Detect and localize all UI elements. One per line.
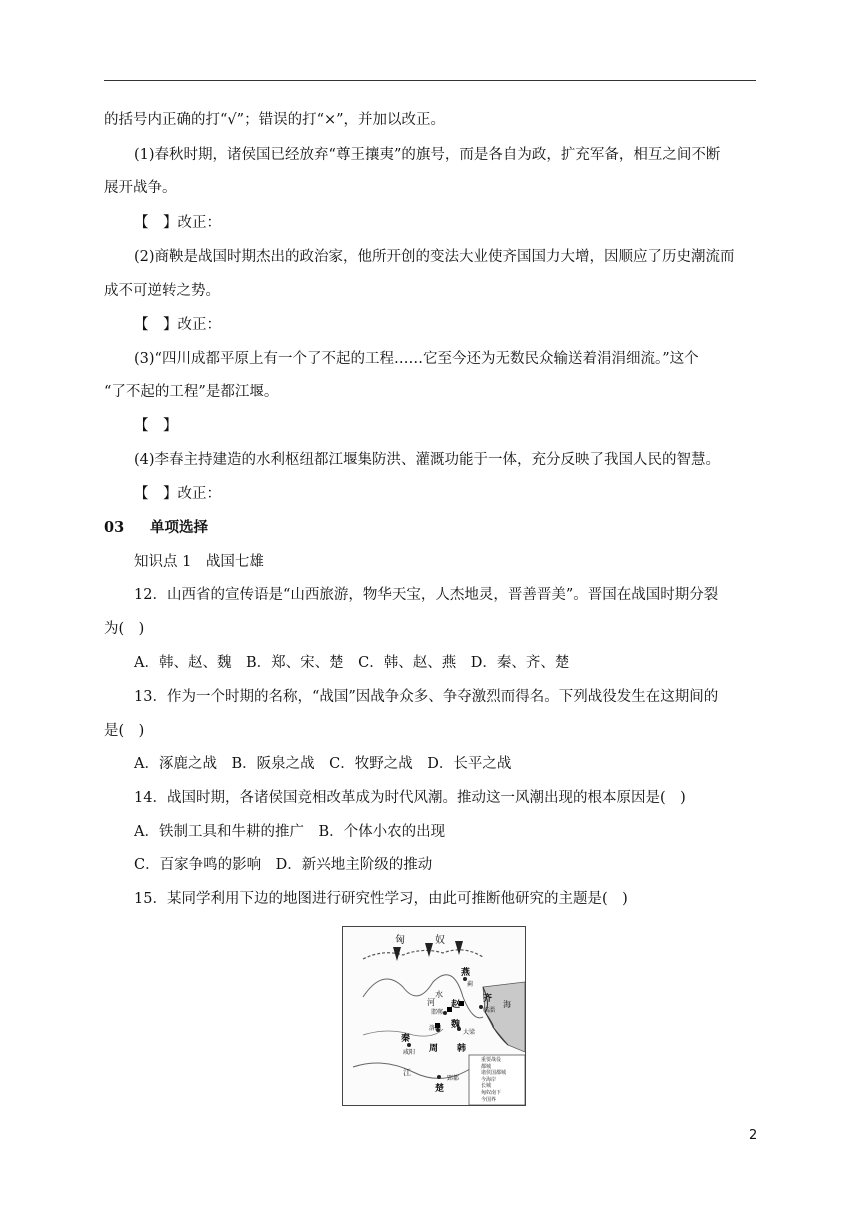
- map-label-luoyang: 洛阳: [429, 1025, 442, 1032]
- item-1-line1: (1)春秋时期，诸侯国已经放弃“尊王攘夷”的旗号，而是各自为政，扩充军备，相互之间不断: [134, 147, 721, 163]
- q12-line1: 12．山西省的宣传语是“山西旅游，物华天宝，人杰地灵，晋善晋美”。晋国在战国时期分裂: [134, 587, 719, 603]
- map-label-zhou: 周: [429, 1044, 439, 1054]
- map-label-linzi: 临淄: [483, 1007, 496, 1014]
- warring-states-map: [342, 926, 526, 1106]
- q14-line1: 14．战国时期，各诸侯国竞相改革成为时代风潮。推动这一风潮出现的根本原因是( ): [134, 790, 686, 806]
- map-label-hai: 海: [503, 1000, 511, 1009]
- item-2-answer: 【 】改正：: [134, 317, 221, 333]
- legend-item: 诸侯国都城: [481, 1070, 507, 1077]
- item-3-line2: “了不起的工程”是都江堰。: [104, 384, 279, 400]
- section-number: 03: [104, 519, 125, 536]
- item-2-line1: (2)商鞅是战国时期杰出的政治家，他所开创的变法大业使齐国国力大增，因顺应了历史潮流而: [134, 249, 735, 265]
- map-label-xianyang: 咸阳: [403, 1049, 416, 1056]
- q14-options-cd: C．百家争鸣的影响 D．新兴地主阶级的推动: [134, 857, 433, 873]
- q13-line1: 13．作为一个时期的名称，“战国”因战争众多、争夺激烈而得名。下列战役发生在这期间的: [134, 689, 719, 705]
- page-number: 2: [749, 1128, 758, 1143]
- q14-options-ab: A．铁制工具和牛耕的推广 B．个体小农的出现: [134, 824, 446, 840]
- legend-item: 今海岸: [481, 1076, 497, 1083]
- map-label-chu: 楚: [435, 1084, 445, 1094]
- item-3-answer: 【 】: [134, 418, 178, 434]
- item-4-line1: (4)李春主持建造的水利枢纽都江堰集防洪、灌溉功能于一体，充分反映了我国人民的智慧。: [134, 452, 721, 468]
- great-wall-line: [363, 950, 483, 959]
- item-4-answer: 【 】改正：: [134, 486, 221, 502]
- map-label-shui: 水: [435, 990, 443, 999]
- legend-item: 长城: [481, 1083, 492, 1090]
- map-label-qin: 秦: [401, 1034, 411, 1044]
- legend-item: 今国界: [481, 1096, 497, 1103]
- item-1-line2: 展开战争。: [104, 180, 177, 196]
- map-label-xiongnu1: 匈: [395, 935, 405, 946]
- intro-text: 的括号内正确的打“√”；错误的打“×”，并加以改正。: [104, 112, 446, 128]
- header-rule: [104, 80, 756, 81]
- map-label-han: 韩: [457, 1044, 467, 1054]
- map-label-ji: 蓟: [467, 981, 474, 988]
- legend-item: 都城: [481, 1063, 492, 1070]
- q13-line2: 是( ): [104, 723, 145, 739]
- q15-line1: 15．某同学利用下边的地图进行研究性学习，由此可推断他研究的主题是( ): [134, 891, 628, 907]
- q13-options: A．涿鹿之战 B．阪泉之战 C．牧野之战 D．长平之战: [134, 756, 512, 772]
- map-label-yingdu: 郢都: [447, 1075, 460, 1082]
- map-label-qi: 齐: [483, 994, 493, 1004]
- item-1-answer: 【 】改正：: [134, 215, 221, 231]
- legend-item: 重要战役: [481, 1057, 502, 1063]
- map-legend: [481, 1057, 506, 1103]
- section-title: 单项选择: [150, 519, 208, 536]
- q12-line2: 为( ): [104, 621, 145, 637]
- map-label-jiang: 江: [403, 1068, 411, 1077]
- map-label-daliang: 大梁: [463, 1029, 476, 1036]
- map-label-wei: 魏: [451, 1020, 461, 1030]
- knowledge-point: 知识点 1 战国七雄: [134, 554, 264, 570]
- legend-item: 匈奴南下: [481, 1089, 502, 1096]
- map-label-xiongnu2: 奴: [435, 935, 445, 946]
- map-label-handan: 邯郸: [431, 1009, 444, 1016]
- item-2-line2: 成不可逆转之势。: [104, 283, 220, 299]
- q12-options: A．韩、赵、魏 B．郑、宋、楚 C．韩、赵、燕 D．秦、齐、楚: [134, 655, 570, 671]
- map-label-yan: 燕: [461, 968, 471, 978]
- item-3-line1: (3)“四川成都平原上有一个了不起的工程……它至今还为无数民众输送着涓涓细流。”这个: [134, 351, 699, 367]
- map-label-zhao: 赵: [451, 1000, 461, 1010]
- map-label-he: 河: [427, 998, 435, 1007]
